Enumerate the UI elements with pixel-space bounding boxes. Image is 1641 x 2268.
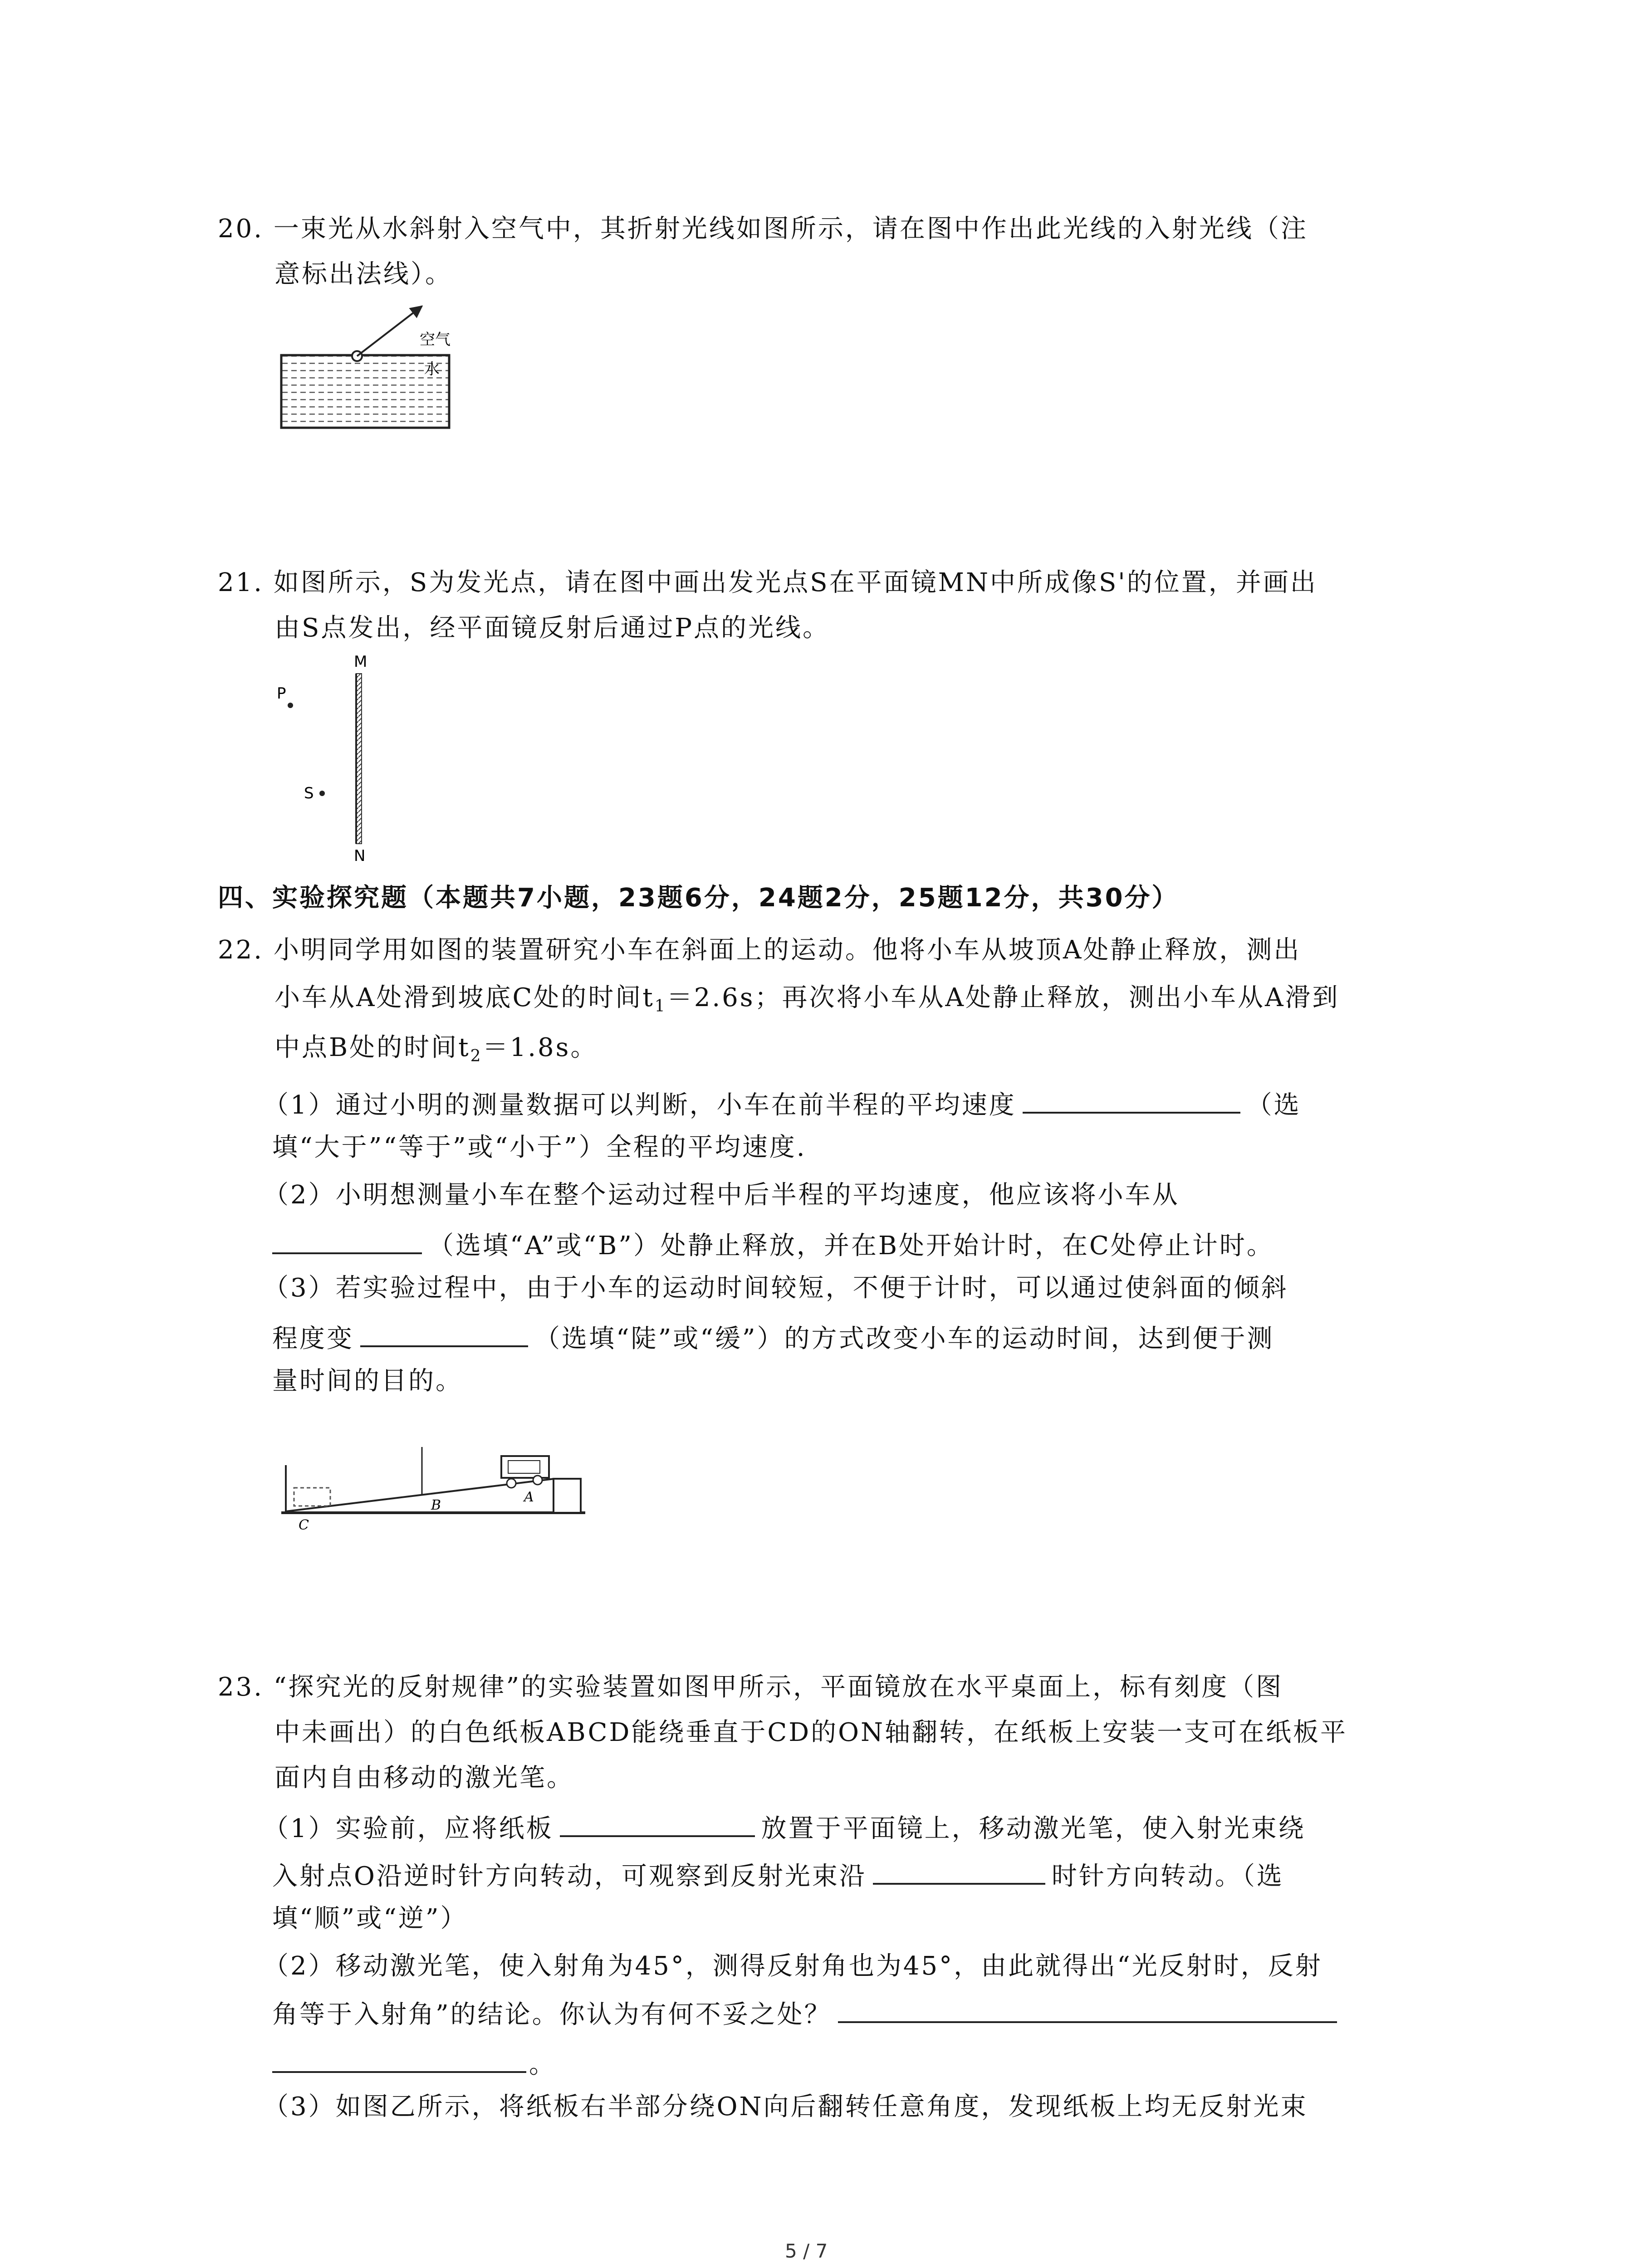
q22-figure: [277, 1411, 585, 1533]
q22-number: 22.: [218, 935, 264, 965]
q21-line1: 21. 如图所示，S为发光点，请在图中画出发光点S在平面镜MN中所成像S'的位置，并画出: [218, 568, 1318, 597]
a-label: A: [524, 1489, 534, 1505]
q20-number: 20.: [218, 214, 264, 244]
q23-p3-line1: （3）如图乙所示，将纸板右半部分绕ON向后翻转任意角度，发现纸板上均无反射光束: [263, 2092, 1308, 2121]
q21-number: 21.: [218, 568, 264, 597]
q23-p1-line2: 入射点O沿逆时针方向转动，可观察到反射光束沿 时针方向转动。（选: [272, 1857, 1284, 1892]
q22-line1: 22. 小明同学用如图的装置研究小车在斜面上的运动。他将小车从坡顶A处静止释放，测出: [218, 935, 1301, 965]
q23-p2-line1: （2）移动激光笔，使入射角为45°，测得反射角也为45°，由此就得出“光反射时，反射: [263, 1951, 1323, 1981]
q22-p1-line1: （1）通过小明的测量数据可以判断，小车在前半程的平均速度 （选: [263, 1086, 1301, 1121]
q22-p2-line1: （2）小明想测量小车在整个运动过程中后半程的平均速度，他应该将小车从: [263, 1180, 1180, 1210]
q20-figure: [272, 302, 463, 438]
q20-line2: 意标出法线）。: [274, 259, 452, 289]
q23-p2-line3: 。: [272, 2046, 556, 2081]
q22-answer-blank-1[interactable]: [1023, 1086, 1240, 1114]
q21-line2: 由S点发出，经平面镜反射后通过P点的光线。: [274, 613, 830, 643]
m-label: M: [354, 653, 367, 671]
q23-line3: 面内自由移动的激光笔。: [274, 1763, 574, 1793]
q23-line1: 23. “探究光的反射规律”的实验装置如图甲所示，平面镜放在水平桌面上，标有刻度（图: [218, 1672, 1283, 1702]
section-4-title: 四、实验探究题（本题共7小题，23题6分，24题2分，25题12分，共30分）: [218, 883, 1179, 913]
q21-figure: [263, 649, 399, 862]
water-label: 水: [424, 360, 440, 378]
q22-p1-line2: 填“大于”“等于”或“小于”）全程的平均速度.: [272, 1133, 807, 1162]
q22-line3: 中点B处的时间$t_2=1.8s$。: [274, 1033, 598, 1066]
refracted-ray: [357, 306, 422, 356]
q22-answer-blank-3[interactable]: [360, 1320, 528, 1347]
q23-answer-blank-3[interactable]: [838, 1996, 1337, 2023]
q23-number: 23.: [218, 1672, 264, 1702]
q20-line1: 20. 一束光从水斜射入空气中，其折射光线如图所示，请在图中作出此光线的入射光线（注: [218, 214, 1308, 244]
cart-ghost: [294, 1488, 330, 1506]
q23-answer-blank-2[interactable]: [873, 1857, 1045, 1885]
air-label: 空气: [420, 331, 451, 349]
page-number: 5 / 7: [785, 2240, 828, 2262]
support-block: [554, 1479, 581, 1513]
point-s: [319, 791, 325, 796]
q23-answer-blank-3-cont[interactable]: [272, 2046, 526, 2073]
q22-p3-line1: （3）若实验过程中，由于小车的运动时间较短，不便于计时，可以通过使斜面的倾斜: [263, 1273, 1288, 1303]
q22-p2-line2: （选填“A”或“B”）处静止释放，并在B处开始计时，在C处停止计时。: [272, 1227, 1274, 1262]
c-label: C: [299, 1517, 309, 1533]
q22-line2: 小车从A处滑到坡底C处的时间$t_1=2.6s$；再次将小车从A处静止释放，测出小车从A滑到: [274, 983, 1340, 1016]
s-label: S: [304, 784, 314, 802]
q22-p3-line3: 量时间的目的。: [272, 1366, 463, 1396]
q23-p1-line3: 填“顺”或“逆”）: [272, 1904, 468, 1933]
q23-line2: 中未画出）的白色纸板ABCD能绕垂直于CD的ON轴翻转，在纸板上安装一支可在纸板平: [274, 1718, 1348, 1747]
p-label: P: [277, 684, 286, 703]
q23-answer-blank-1[interactable]: [560, 1810, 755, 1837]
point-p: [288, 703, 293, 708]
q23-p1-line1: （1）实验前，应将纸板 放置于平面镜上，移动激光笔，使入射光束绕: [263, 1810, 1306, 1845]
n-label: N: [354, 847, 366, 862]
q22-p3-line2: 程度变 （选填“陡”或“缓”）的方式改变小车的运动时间，达到便于测: [272, 1320, 1274, 1355]
q23-p2-line2: 角等于入射角”的结论。你认为有何不妥之处？: [272, 1996, 1343, 2031]
q22-answer-blank-2[interactable]: [272, 1227, 422, 1254]
b-label: B: [431, 1497, 441, 1513]
